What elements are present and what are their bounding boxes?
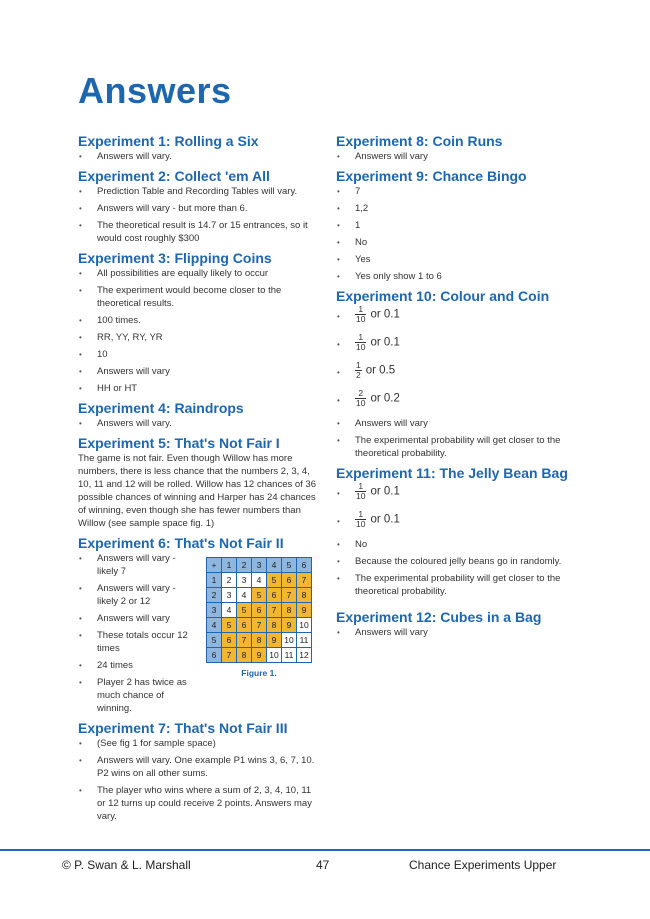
table-cell: 2	[237, 558, 252, 573]
decimal-text: or 0.1	[370, 308, 400, 321]
list-item: • The theoretical result is 14.7 or 15 entrances, so it would cost roughly $300	[78, 219, 321, 245]
list-item: • Answers will vary - likely 7	[78, 552, 198, 578]
table-cell: 7	[237, 633, 252, 648]
table-row	[207, 633, 312, 648]
list-item: • 100 times.	[78, 314, 321, 327]
table-row	[207, 558, 312, 573]
table-row	[207, 573, 312, 588]
list-item: • HH or HT	[78, 382, 321, 395]
table-cell: 7	[282, 588, 297, 603]
experiment-3	[78, 249, 321, 395]
decimal-text: or 0.2	[370, 392, 400, 405]
table-row	[207, 648, 312, 663]
experiment-heading: Experiment 7: That's Not Fair III	[78, 720, 288, 736]
numerator: • 1	[355, 333, 366, 343]
list-item: • Answers will vary - likely 2 or 12	[78, 582, 198, 608]
table-cell: 5	[252, 588, 267, 603]
table-cell: 8	[297, 588, 312, 603]
numerator: • 1	[355, 305, 366, 315]
list-item: • Because the coloured jelly beans go in randomly.	[336, 555, 576, 568]
table-cell: 6	[297, 558, 312, 573]
list-item: • Answers will vary	[336, 150, 576, 163]
experiment-heading: Experiment 11: The Jelly Bean Bag	[336, 465, 568, 481]
footer-copyright: © P. Swan & L. Marshall	[62, 858, 191, 872]
table-cell: 7	[252, 618, 267, 633]
table-cell: 10	[297, 618, 312, 633]
table-cell: 8	[282, 603, 297, 618]
table-row	[207, 618, 312, 633]
answer-list	[78, 267, 321, 395]
list-item: • Answers will vary	[336, 626, 576, 639]
footer-divider	[0, 849, 650, 851]
list-item: • 1,2	[336, 202, 576, 215]
denominator: 10	[356, 491, 366, 501]
numerator: • 1	[355, 482, 366, 492]
fraction	[355, 333, 366, 352]
right-column	[336, 132, 576, 643]
table-cell: 5	[207, 633, 222, 648]
list-item: • The player who wins where a sum of 2, 3, 4, 10, 11 or 12 turns up could receive 2 points. Answers may vary.	[78, 784, 321, 823]
decimal-text: or 0.1	[370, 485, 400, 498]
experiment-heading: Experiment 4: Raindrops	[78, 400, 244, 416]
list-item: • Prediction Table and Recording Tables will vary.	[78, 185, 321, 198]
experiment-2	[78, 167, 321, 245]
answer-paragraph: The game is not fair. Even though Willow has more numbers, there is less chance that the numbers 2, 3, 4, 10, 11 and 12 will be rolled. Willow has 12 chances of 36 possible chances of winning and Harper has 24 chances of winning, even though she has fewer numbers than Willow (see sample space fig. 1)	[78, 453, 316, 529]
table-cell: 1	[207, 573, 222, 588]
page-number: 47	[316, 858, 330, 872]
list-item: • The experimental probability will get closer to the theoretical probability.	[336, 572, 576, 598]
table-cell: 5	[237, 603, 252, 618]
fraction-item	[336, 305, 576, 324]
fraction	[355, 482, 366, 501]
table-cell: 12	[297, 648, 312, 663]
fraction	[355, 510, 366, 529]
numerator: • 2	[355, 389, 366, 399]
table-cell: 3	[207, 603, 222, 618]
experiment-6	[78, 534, 321, 715]
experiment-4	[78, 399, 321, 430]
decimal-text: or 0.5	[365, 364, 396, 377]
experiment-heading: Experiment 10: Colour and Coin	[336, 288, 550, 304]
list-item: • Yes only show 1 to 6	[336, 270, 576, 283]
decimal-text: or 0.1	[370, 336, 400, 349]
table-cell: 6	[267, 588, 282, 603]
experiment-10	[336, 287, 576, 460]
table-cell: 5	[222, 618, 237, 633]
experiment-9	[336, 167, 576, 283]
answer-list	[78, 737, 321, 823]
table-row	[207, 588, 312, 603]
list-item: • These totals occur 12 times	[78, 629, 198, 655]
table-cell: 10	[282, 633, 297, 648]
answer-list	[78, 417, 321, 430]
denominator: 10	[356, 314, 366, 324]
list-item: • No	[336, 538, 576, 551]
table-cell: 6	[222, 633, 237, 648]
table-cell: 9	[297, 603, 312, 618]
table-cell: 6	[207, 648, 222, 663]
table-cell: 2	[222, 573, 237, 588]
table-cell: 2	[207, 588, 222, 603]
table-cell: 5	[267, 573, 282, 588]
table-cell: 11	[282, 648, 297, 663]
figure-1	[206, 557, 312, 678]
table-cell: 9	[282, 618, 297, 633]
answer-list	[336, 482, 576, 598]
sample-space-table	[206, 557, 312, 663]
experiment-11	[336, 464, 576, 598]
experiment-heading: Experiment 12: Cubes in a Bag	[336, 609, 542, 625]
list-item: • 10	[78, 348, 321, 361]
left-column	[78, 132, 321, 827]
fraction	[355, 305, 366, 324]
experiment-heading: Experiment 1: Rolling a Six	[78, 133, 259, 149]
table-cell: 9	[252, 648, 267, 663]
list-item: • Answers will vary. One example P1 wins 3, 6, 7, 10. P2 wins on all other sums.	[78, 754, 321, 780]
experiment-heading: Experiment 9: Chance Bingo	[336, 168, 527, 184]
list-item: • Answers will vary - but more than 6.	[78, 202, 321, 215]
table-cell: 8	[237, 648, 252, 663]
footer-book-title: Chance Experiments Upper	[409, 858, 557, 872]
decimal-text: or 0.1	[370, 513, 400, 526]
list-item: • Yes	[336, 253, 576, 266]
list-item: • 24 times	[78, 659, 198, 672]
table-cell: 11	[297, 633, 312, 648]
answer-list	[336, 150, 576, 163]
fraction	[355, 361, 362, 380]
figure-caption: Figure 1.	[241, 668, 277, 678]
experiment-heading: Experiment 2: Collect 'em All	[78, 168, 270, 184]
table-cell: 3	[237, 573, 252, 588]
table-cell: 1	[222, 558, 237, 573]
table-cell: 4	[252, 573, 267, 588]
experiment-8	[336, 132, 576, 163]
fraction-item	[336, 510, 576, 529]
denominator: 10	[356, 519, 366, 529]
table-cell: 7	[297, 573, 312, 588]
fraction-item	[336, 482, 576, 501]
list-item: • Answers will vary	[336, 417, 576, 430]
table-cell: 3	[222, 588, 237, 603]
list-item: • Answers will vary	[78, 365, 321, 378]
list-item: • Answers will vary.	[78, 417, 321, 430]
list-item: • 7	[336, 185, 576, 198]
experiment-heading: Experiment 3: Flipping Coins	[78, 250, 272, 266]
experiment-12	[336, 608, 576, 639]
table-cell: 4	[222, 603, 237, 618]
table-cell: +	[207, 558, 222, 573]
experiment-heading: Experiment 8: Coin Runs	[336, 133, 503, 149]
answer-list	[336, 305, 576, 460]
list-item: • Player 2 has twice as much chance of winning.	[78, 676, 198, 715]
table-row	[207, 603, 312, 618]
table-cell: 6	[252, 603, 267, 618]
fraction-item	[336, 333, 576, 352]
table-cell: 7	[267, 603, 282, 618]
table-cell: 8	[267, 618, 282, 633]
list-item: • The experimental probability will get closer to the theoretical probability.	[336, 434, 576, 460]
experiment-7	[78, 719, 321, 823]
table-cell: 10	[267, 648, 282, 663]
list-item: • The experiment would become closer to the theoretical results.	[78, 284, 321, 310]
numerator: • 1	[355, 510, 366, 520]
experiment-heading: Experiment 6: That's Not Fair II	[78, 535, 284, 551]
fraction-item	[336, 389, 576, 408]
table-cell: 6	[237, 618, 252, 633]
denominator: 10	[356, 398, 366, 408]
fraction-item	[336, 361, 576, 380]
answer-list	[78, 150, 321, 163]
fraction	[355, 389, 366, 408]
list-item: • No	[336, 236, 576, 249]
table-cell: 4	[207, 618, 222, 633]
answer-list	[78, 552, 198, 715]
table-cell: 4	[237, 588, 252, 603]
table-cell: 5	[282, 558, 297, 573]
experiment-heading: Experiment 5: That's Not Fair I	[78, 435, 280, 451]
denominator: 2	[356, 370, 361, 380]
table-cell: 6	[282, 573, 297, 588]
table-cell: 7	[222, 648, 237, 663]
list-item: • RR, YY, RY, YR	[78, 331, 321, 344]
table-cell: 3	[252, 558, 267, 573]
numerator: • 1	[356, 360, 361, 370]
page-title: Answers	[78, 70, 232, 111]
denominator: 10	[356, 342, 366, 352]
table-cell: 8	[252, 633, 267, 648]
answer-list	[336, 626, 576, 639]
list-item: • All possibilities are equally likely to occur	[78, 267, 321, 280]
list-item: • Answers will vary.	[78, 150, 321, 163]
answer-list	[336, 185, 576, 283]
answer-list	[78, 185, 321, 245]
experiment-5	[78, 434, 321, 530]
list-item: • (See fig 1 for sample space)	[78, 737, 321, 750]
list-item: • 1	[336, 219, 576, 232]
list-item: • Answers will vary	[78, 612, 198, 625]
experiment-1	[78, 132, 321, 163]
table-cell: 4	[267, 558, 282, 573]
table-cell: 9	[267, 633, 282, 648]
